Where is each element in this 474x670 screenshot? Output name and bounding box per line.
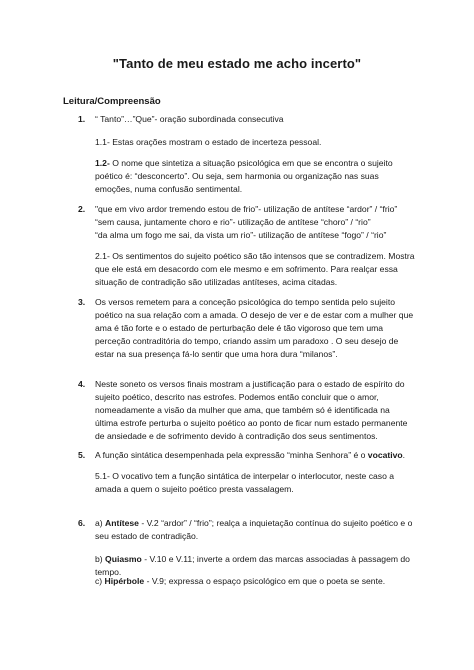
answer-6-a (95, 517, 415, 543)
answer-6-c-letter: c) (95, 576, 105, 586)
answer-1-2 (95, 157, 415, 196)
answer-6-c-term: Hipérbole (104, 576, 145, 586)
answer-6-b-term: Quiasmo (105, 554, 142, 564)
question-2-line-3: “da alma um fogo me sai, da vista um rio”- utilização de antítese “fogo” / “rio” (95, 230, 387, 240)
answer-6-b-letter: b) (95, 554, 106, 564)
question-1-number: 1. (78, 114, 86, 124)
question-2-line-2: “sem causa, juntamente choro e rio”- utilização de antítese “choro” / “rio” (95, 217, 371, 227)
question-6-number: 6. (78, 518, 86, 528)
question-4-number: 4. (78, 379, 86, 389)
question-2-line-1: "que em vivo ardor tremendo estou de frio"- utilização de antítese “ardor” / “frio” (95, 204, 398, 214)
answer-1-2-text: O nome que sintetiza a situação psicológica em que se encontra o sujeito poético é: “desconcerto”. Ou seja, sem harmonia ou organização nas suas emoções, numa confusão sentimental. (95, 158, 393, 194)
question-5-text: A função sintática desempenhada pela expressão “minha Senhora” é o (95, 450, 368, 460)
question-3-answer: Os versos remetem para a conceção psicológica do tempo sentida pelo sujeito poético na sua relação com a amada. O desejo de ver e de estar com a mulher que ama é tão forte e o estado de perturbação dele é tão vigoroso que tem uma perceção contraditória do tempo, criando assim um paradoxo . O seu desejo de estar na sua presença fá-lo sentir que uma hora dura “milanos”. (95, 297, 414, 359)
answer-6-c (95, 575, 415, 588)
answer-1-1: 1.1- Estas orações mostram o estado de incerteza pessoal. (95, 137, 322, 147)
answer-6-a-term: Antítese (105, 518, 139, 528)
answer-6-a-text: - V.2 “ardor” / “frio”; realça a inquietação contínua do sujeito poético e o seu estado de contradição. (95, 518, 413, 541)
question-5-bold-term: vocativo (367, 450, 403, 460)
question-1-answer: “ Tanto”…”Que”- oração subordinada consecutiva (95, 114, 284, 124)
question-2-number: 2. (78, 204, 86, 214)
section-heading: Leitura/Compreensão (63, 96, 161, 107)
page-title: "Tanto de meu estado me acho incerto" (112, 56, 362, 71)
question-5-number: 5. (78, 450, 86, 460)
question-5-answer (95, 449, 415, 462)
answer-6-a-letter: a) (95, 518, 106, 528)
answer-6-c-text: - V.9; expressa o espaço psicológico em que o poeta se sente. (144, 576, 386, 586)
question-5-period: . (402, 450, 406, 460)
question-3-number: 3. (78, 297, 86, 307)
answer-2-1: 2.1- Os sentimentos do sujeito poético são tão intensos que se contradizem. Mostra que ele está em desacordo com ele mesmo e em sofrimento. Para realçar essa situação de contradição são utilizadas antíteses, acima citadas. (95, 251, 415, 287)
question-4-answer: Neste soneto os versos finais mostram a justificação para o estado de espírito do sujeito poético, descrito nas estrofes. Podemos então concluir que o amor, nomeadamente a visão da mulher que ama, que também só é identificada na última estrofe perturba o sujeito poético ao ponto de ficar num estado permanente de ansiedade e de sofrimento devido à contradição dos seus sentimentos. (95, 379, 408, 441)
answer-5-1: 5.1- O vocativo tem a função sintática de interpelar o interlocutor, neste caso a amada a quem o sujeito poético presta vassalagem. (95, 471, 395, 494)
answer-6-b-text: - V.10 e V.11; inverte a ordem das marcas associadas à passagem do tempo. (95, 554, 410, 577)
answer-1-2-label: 1.2- (95, 158, 110, 168)
